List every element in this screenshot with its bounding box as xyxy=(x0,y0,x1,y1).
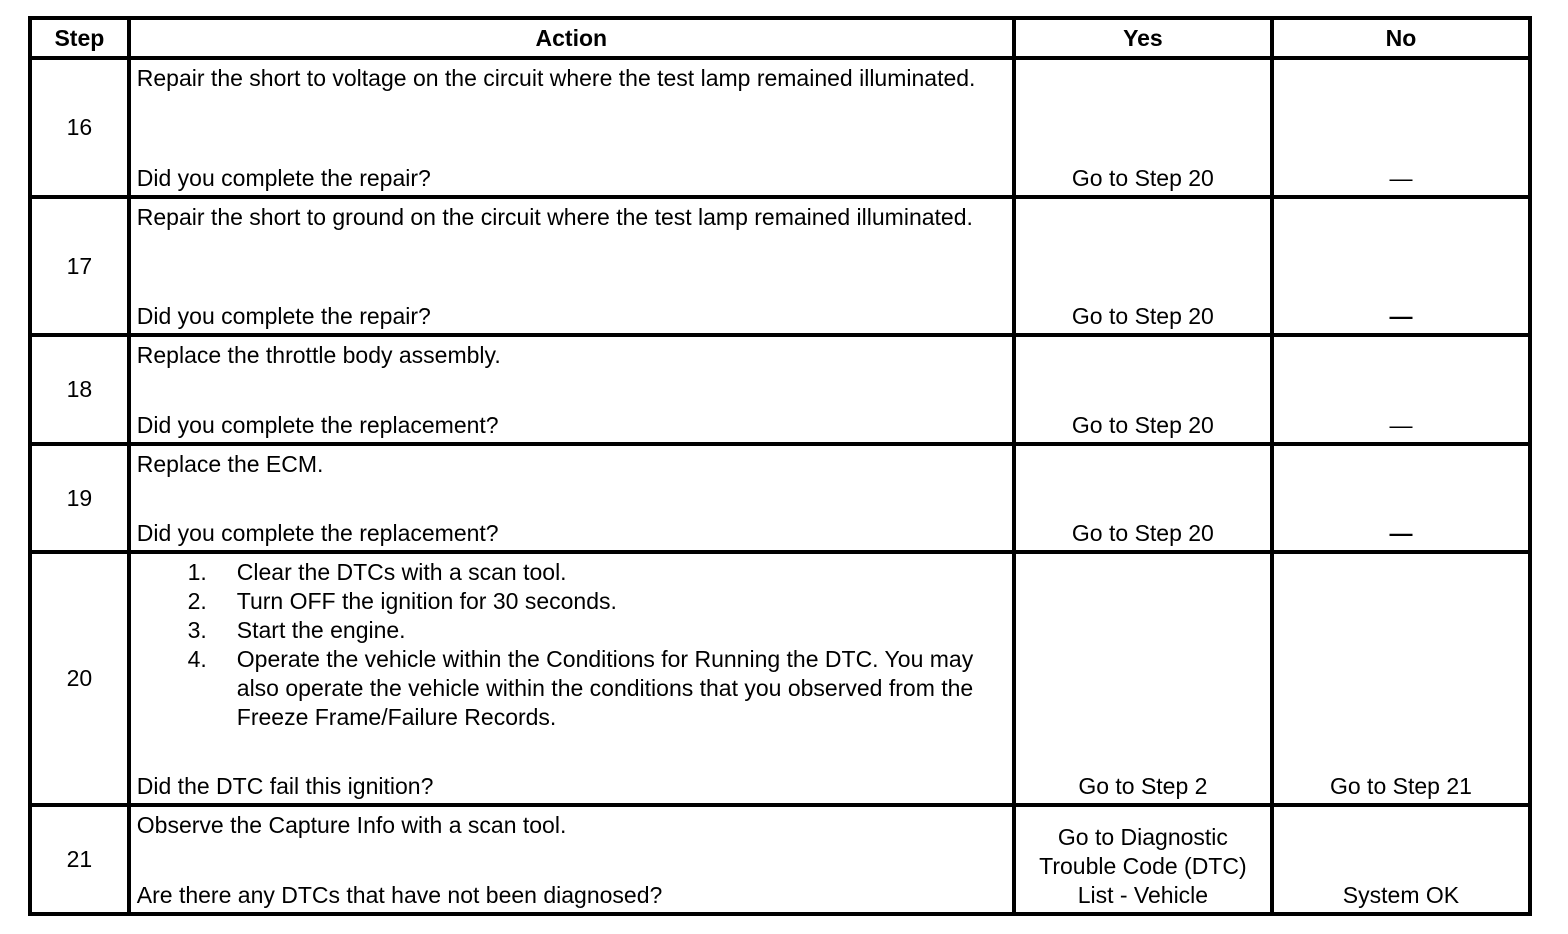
step-number: 19 xyxy=(30,444,129,552)
action-text: Replace the ECM. xyxy=(136,450,324,477)
step-number: 20 xyxy=(30,552,129,805)
table-row xyxy=(30,197,1530,336)
procedure-text: Start the engine. xyxy=(236,617,406,644)
question-text: Are there any DTCs that have not been diagnosed? xyxy=(136,882,663,908)
table-row xyxy=(30,444,1530,552)
procedure-number: 4. xyxy=(187,646,207,673)
procedure-number: 2. xyxy=(187,588,207,615)
procedure-number: 1. xyxy=(187,559,207,586)
header-row xyxy=(30,18,1530,58)
diagnostic-table xyxy=(28,16,1532,916)
procedure-item xyxy=(137,558,1006,587)
action-cell xyxy=(129,444,1014,552)
yes-answer: Go to Step 20 xyxy=(1071,411,1214,438)
header-yes: Yes xyxy=(1014,18,1272,58)
header-action: Action xyxy=(129,18,1014,58)
no-cell xyxy=(1272,552,1530,805)
table-row xyxy=(30,552,1530,805)
yes-cell xyxy=(1014,552,1272,805)
yes-cell xyxy=(1014,335,1272,443)
step-number: 16 xyxy=(30,58,129,197)
procedure-list xyxy=(137,558,1006,732)
no-cell xyxy=(1272,335,1530,443)
yes-answer: Go to Step 20 xyxy=(1071,303,1214,330)
yes-cell xyxy=(1014,197,1272,336)
action-cell xyxy=(129,335,1014,443)
step-number: 18 xyxy=(30,335,129,443)
no-answer: — xyxy=(1389,164,1413,191)
no-cell xyxy=(1272,805,1530,914)
procedure-number: 3. xyxy=(187,617,207,644)
no-answer: — xyxy=(1389,303,1413,330)
action-cell xyxy=(129,552,1014,805)
procedure-text: Turn OFF the ignition for 30 seconds. xyxy=(236,588,617,615)
table-row xyxy=(30,335,1530,443)
action-text: Replace the throttle body assembly. xyxy=(136,342,501,369)
action-text: Observe the Capture Info with a scan tool. xyxy=(136,812,567,839)
yes-answer: Go to Step 20 xyxy=(1071,164,1214,191)
question-text: Did you complete the replacement? xyxy=(136,520,499,547)
question-text: Did you complete the replacement? xyxy=(136,411,499,438)
no-cell xyxy=(1272,197,1530,336)
action-cell xyxy=(129,197,1014,336)
question-text: Did the DTC fail this ignition? xyxy=(136,773,434,800)
procedure-item xyxy=(137,645,1006,732)
procedure-text: Operate the vehicle within the Conditions for Running the DTC. You may also operate the vehicle within the conditions that you observed from the Freeze Frame/Failure Records. xyxy=(236,646,974,731)
yes-answer: Go to Step 20 xyxy=(1071,520,1214,547)
yes-cell xyxy=(1014,444,1272,552)
question-text: Did you complete the repair? xyxy=(136,164,431,191)
yes-cell xyxy=(1014,805,1272,914)
no-cell xyxy=(1272,58,1530,197)
header-no: No xyxy=(1272,18,1530,58)
question-text: Did you complete the repair? xyxy=(136,303,431,330)
no-answer: System OK xyxy=(1342,882,1460,908)
action-cell xyxy=(129,805,1014,914)
step-number: 21 xyxy=(30,805,129,914)
table-row xyxy=(30,805,1530,914)
table-row xyxy=(30,58,1530,197)
action-cell xyxy=(129,58,1014,197)
step-number: 17 xyxy=(30,197,129,336)
action-text: Repair the short to voltage on the circuit where the test lamp remained illuminated. xyxy=(136,65,976,92)
header-step: Step xyxy=(30,18,129,58)
yes-answer: Go to Diagnostic Trouble Code (DTC) List - Vehicle xyxy=(1039,824,1247,908)
no-cell xyxy=(1272,444,1530,552)
no-answer: — xyxy=(1389,411,1413,438)
action-text: Repair the short to ground on the circuit where the test lamp remained illuminated. xyxy=(136,203,973,230)
procedure-block xyxy=(131,554,1012,732)
no-answer: — xyxy=(1389,520,1413,547)
yes-cell xyxy=(1014,58,1272,197)
procedure-text: Clear the DTCs with a scan tool. xyxy=(236,559,567,586)
yes-answer: Go to Step 2 xyxy=(1078,773,1208,800)
no-answer: Go to Step 21 xyxy=(1329,773,1472,800)
procedure-item xyxy=(137,587,1006,616)
procedure-item xyxy=(137,616,1006,645)
